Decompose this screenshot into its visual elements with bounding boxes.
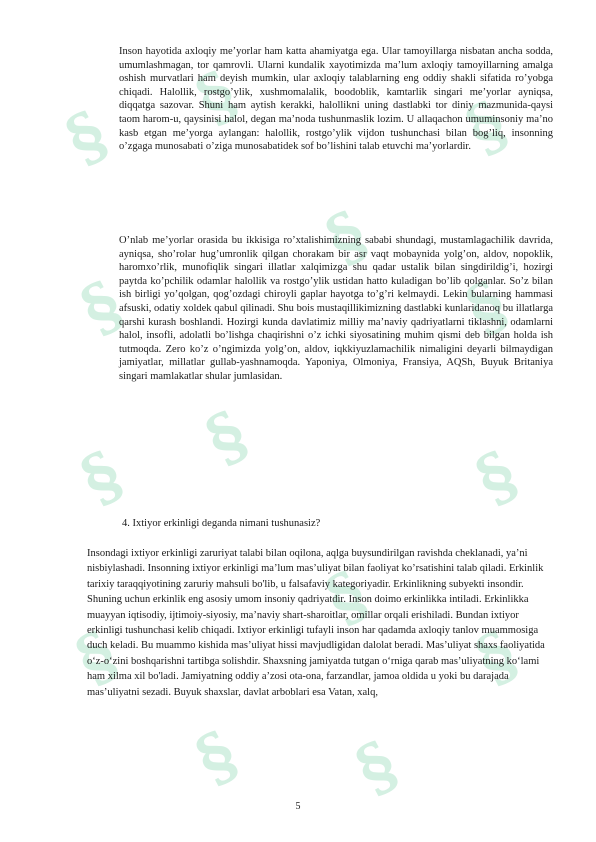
paragraph-honesty-history: O’nlab me’yorlar orasida bu ikkisiga ro’xtalishimizning sababi shundagi, mustamlagachilik davrida, ayniqsa, sho’rolar hug’umronlik qilgan chorakam bir asr vaqt mobaynida yolg’on, aldov, nopoklik, haromxo’rlik, munofiqlik singari illatlar xalqimizga shu qadar ustalik bilan singdirildig’i, hozirgi paytda ko’pchilik odamlar halollik va rostgo’ylik ustidan hatto kuladigan bo’lib qolganlar. So’z bilan ish birligi yo’qolgan, qog’ozdagi chiroyli gaplar hayotga to’g’ri kelmaydi. Lekin bularning hammasi afsuski, odatiy xoldek qabul qilinadi. Shu bois mustaqillikimizning dastlabki kunlaridanoq bu illatlarga qarshi kurash boshlandi. Hozirgi kunda davlatimiz milliy ma’naviy qadriyatlarni tiklashni, odamlarni halol, insofli, adolatli bo’lishga chaqirishni o’z ichki siyosatining muhim qismi deb bilgan holda ish tutmoqda. Zero ko’z o’ngimizda yolg’on, aldov, iqkkiyuzlamachilik nimaligini deyarli bilmaydigan jamiyatlar, millatlar gullab-yashnamoqda. Yaponiya, Olmoniya, Fransiya, AQSh, Buyuk Britaniya singari mamlakatlar shular jumlasidan. — [119, 235, 553, 382]
watermark-glyph: § — [64, 616, 130, 699]
watermark-glyph: § — [69, 266, 135, 349]
watermark-glyph: § — [454, 266, 520, 349]
watermark-glyph: § — [314, 556, 380, 639]
watermark-glyph: § — [464, 616, 530, 699]
watermark-glyph: § — [54, 96, 120, 179]
watermark-glyph: § — [454, 86, 520, 169]
question-heading: 4. Ixtiyor erkinligi deganda nimani tushunasiz? — [122, 518, 321, 529]
watermark-glyph: § — [184, 56, 250, 139]
paragraph-moral-norms: Inson hayotida axloqiy me’yorlar ham katta ahamiyatga ega. Ular tamoyillarga nisbatan ancha sodda, umumlashmagan, tor qamrovli. Ularni kundalik xayotimizda ma’lum axloqiy tamoyillarning amalga oshish murvatlari ham deyish mumkin, ular axloqiy talablarning eng oddiy shakli sifatida ro’yobga chiqadi. Halollik, rostgo’ylik, xushmomalalik, boodoblik, kamtarlik singari me’yorlar ayniqsa, diqqatga sazovar. Shuni ham aytish kerakki, halollikni uning dastlabki tor diniy mazmunida-qaysi taom harom-u, qaysinisi halol, degan ma’noda tushunmaslik lozim. U allaqachon umuminsoniy ma’no kasb etgan me’yorga aylangan: halollik, rostgo’ylik vijdon tushunchasi bilan bog’liq, insonning o’zgaga munosabati o’ziga munosabatidek sof bo’lishini talab etuvchi ma’yorlardir. — [119, 46, 553, 153]
paragraph-free-will: Insondagi ixtiyor erkinligi zaruriyat talabi bilan oqilona, aqlga buysundirilgan ravishda cheklanadi, ya’ni nisbiylashadi. Insonning ixtiyor erkinligi ma’lum mas’uliyat bilan faoliyat ko’rsatishini talab qiladi. Erkinlik tarixiy taraqqiyotining zaruriy mahsuli bo'lib, u falsafaviy kategoriyadir. Erkinlikning subyekti insondir. Shuning uchun erkinlik eng asosiy umom insoniy qadriyatdir. Inson doimo erkinlikka intiladi. Erkinlikka muayyan iqtisodiy, ijtimoiy-siyosiy, ma’naviy shart-sharoitlar, omillar orqali erishiladi. Bundan ixtiyor erkinligi tushunchasi kelib chiqadi. Ixtiyor erkinligi tufayli inson har qadamda axloqiy tanlov muammosiga duch keladi. Bu muammo kishida mas’uliyat hissi mavjudligidan dalolat beradi. Mas’uliyat shaxs faoliyatida o‘z-o‘zini boshqarishni tartibga solishdir. Shaxsning jamiyatda tutgan o‘rniga qarab mas’uliyatning ko‘lami ham xilma xil bo'ladi. Jamiyatning oddiy a’zosi ota-ona, farzandlar, jamoa oldida u yoki bu darajada mas’uliyatni sezadi. Buyuk shaxslar, davlat arboblari esa Vatan, xalq, — [87, 548, 545, 698]
watermark-glyph: § — [314, 196, 380, 279]
watermark-glyph: § — [344, 726, 410, 809]
watermark-glyph: § — [69, 436, 135, 519]
watermark-glyph: § — [464, 436, 530, 519]
watermark-glyph: § — [194, 396, 260, 479]
page-number: 5 — [295, 801, 301, 812]
watermark-glyph: § — [184, 716, 250, 799]
